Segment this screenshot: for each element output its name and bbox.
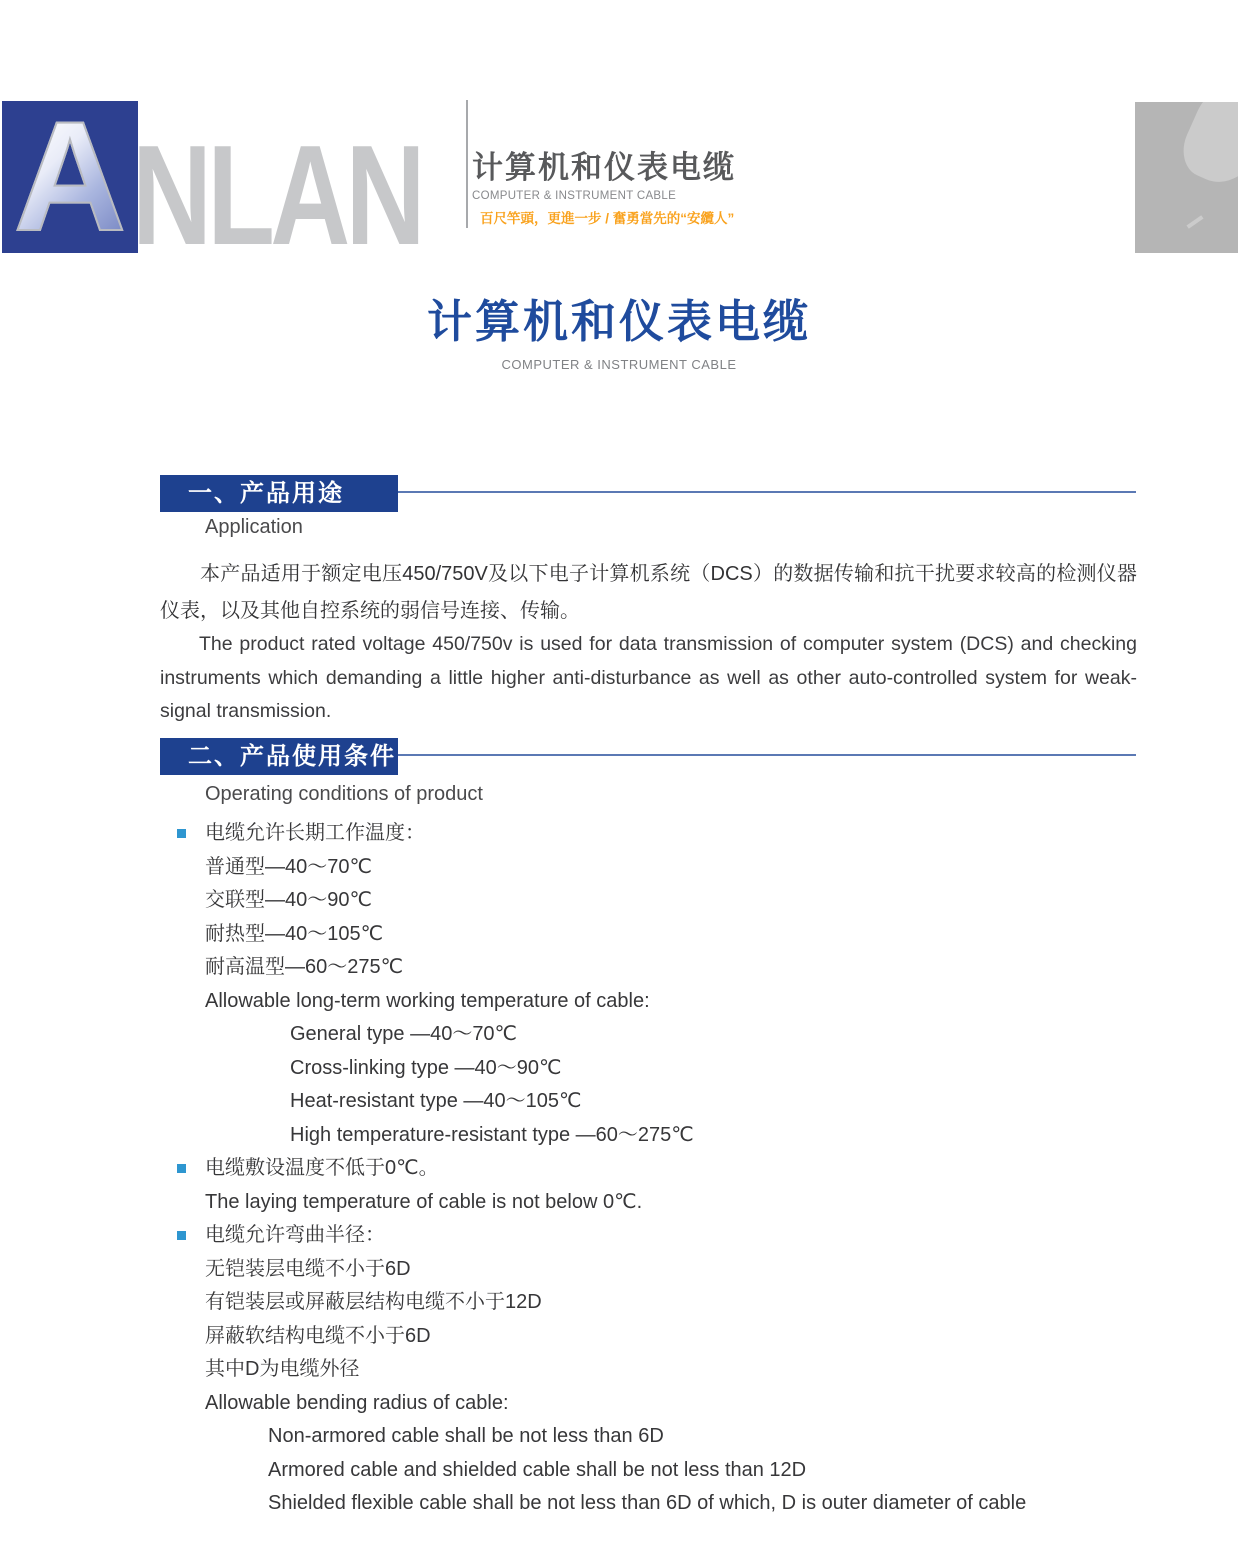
condition-line [160, 884, 1137, 918]
header-divider [466, 100, 468, 228]
condition-text: Non-armored cable shall be not less than 6D [268, 1425, 664, 1447]
condition-text: 耐高温型—60～275℃ [205, 956, 404, 978]
condition-text: 有铠装层或屏蔽层结构电缆不小于12D [205, 1291, 542, 1313]
condition-text: 电缆敷设温度不低于0℃。 [205, 1157, 439, 1179]
section-2-header [160, 738, 1136, 775]
condition-line [160, 1085, 1137, 1119]
section-2-title: 二、产品使用条件 [160, 738, 398, 775]
page-title: 计算机和仪表电缆 [426, 296, 811, 347]
condition-line [160, 1018, 1137, 1052]
application-paragraph-cn: 本产品适用于额定电压450/750V及以下电子计算机系统（DCS）的数据传输和抗干扰要求较高的检测仪器仪表，以及其他自控系统的弱信号连接、传输。 [160, 563, 1137, 622]
conditions-list [160, 817, 1137, 1521]
condition-text: 其中D为电缆外径 [205, 1358, 360, 1380]
condition-line [160, 1186, 1137, 1220]
condition-line [160, 1219, 1137, 1253]
condition-text: 电缆允许长期工作温度： [205, 822, 425, 844]
condition-line [160, 1420, 1137, 1454]
header-tagline: 百尺竿頭，更進一步 / 奮勇當先的“安纜人” [480, 211, 735, 226]
condition-text: Cross-linking type —40～90℃ [290, 1056, 562, 1079]
condition-line [160, 1286, 1137, 1320]
page-title-block [0, 296, 1238, 372]
condition-text: 屏蔽软结构电缆不小于6D [205, 1324, 431, 1347]
section-2-title-en: Operating conditions of product [205, 783, 483, 805]
condition-text: Shielded flexible cable shall be not less than 6D of which, D is outer diameter of cable [268, 1492, 1027, 1514]
section-1-rule [398, 491, 1136, 493]
condition-line [160, 1152, 1137, 1186]
section-1-header [160, 475, 1136, 512]
condition-text: High temperature-resistant type —60～275℃ [290, 1123, 694, 1146]
condition-line [160, 918, 1137, 952]
condition-text: General type —40～70℃ [290, 1023, 518, 1045]
condition-text: Allowable long-term working temperature of cable: [205, 989, 650, 1012]
condition-line [160, 1454, 1137, 1488]
condition-line [160, 1353, 1137, 1387]
condition-line [160, 951, 1137, 985]
condition-text: 耐热型—40～105℃ [205, 922, 384, 945]
application-paragraph-en: The product rated voltage 450/750v is used for data transmission of computer system (DCS) and checking instruments which demanding a little higher anti-disturbance as well as other auto-controlled system for weak-signal transmission. [160, 633, 1137, 722]
condition-line [160, 985, 1137, 1019]
section-2-rule [398, 754, 1136, 756]
condition-line [160, 817, 1137, 851]
condition-line [160, 1119, 1137, 1153]
condition-line [160, 1320, 1137, 1354]
condition-text: 电缆允许弯曲半径： [205, 1224, 385, 1246]
logo-letter-a: A [13, 101, 127, 253]
condition-line [160, 1052, 1137, 1086]
bullet-square-icon [177, 1231, 186, 1240]
section-1-title: 一、产品用途 [160, 475, 398, 512]
condition-line [160, 1387, 1137, 1421]
section-1-title-en: Application [205, 516, 303, 538]
bullet-square-icon [177, 1164, 186, 1173]
condition-text: 无铠装层电缆不小于6D [205, 1257, 411, 1280]
anlan-logo [2, 101, 138, 253]
condition-text: The laying temperature of cable is not below 0℃. [205, 1190, 643, 1213]
condition-text: Armored cable and shielded cable shall be not less than 12D [268, 1458, 807, 1481]
header-product-title-cn: 计算机和仪表电缆 [472, 150, 736, 185]
page-subtitle: COMPUTER & INSTRUMENT CABLE [501, 357, 737, 372]
condition-text: Heat-resistant type —40～105℃ [290, 1090, 582, 1112]
condition-text: Allowable bending radius of cable: [205, 1391, 509, 1414]
condition-line [160, 851, 1137, 885]
condition-text: 交联型—40～90℃ [205, 889, 372, 911]
bullet-square-icon [177, 829, 186, 838]
header-product-title-en: COMPUTER & INSTRUMENT CABLE [472, 190, 677, 202]
logo-text-nlan: NLAN [132, 116, 421, 275]
corner-graphic [1135, 102, 1238, 253]
condition-text: 普通型—40～70℃ [205, 855, 372, 878]
condition-line [160, 1487, 1137, 1521]
condition-line [160, 1253, 1137, 1287]
